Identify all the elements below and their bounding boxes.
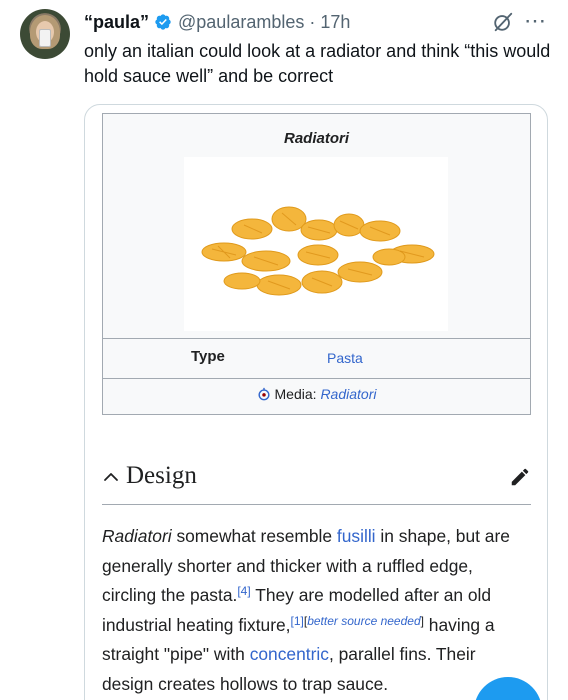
separator-dot: · (309, 11, 316, 32)
media-label: Media: (274, 386, 317, 402)
media-row (103, 386, 530, 402)
attached-screenshot-card[interactable] (84, 104, 548, 700)
display-name[interactable]: “paula” (84, 11, 150, 32)
paragraph-text: They are modelled after an old industrial heating fixture, (102, 585, 492, 635)
wikipedia-infobox (102, 113, 531, 415)
infobox-title: Radiatori (283, 130, 349, 147)
paragraph-text: in shape, but are generally shorter and thicker with a ruffled edge, circling the pasta. (102, 526, 510, 605)
fusilli-link[interactable]: fusilli (336, 526, 376, 546)
section-title: Design (126, 462, 197, 489)
citation-needed-link[interactable]: better source needed (307, 613, 421, 628)
paragraph-text: , parallel fins. Their design creates hollows to trap sauce. (102, 644, 476, 694)
verified-badge-icon (154, 13, 172, 31)
radiatori-pasta-image[interactable] (184, 157, 448, 331)
paragraph-text: somewhat resemble (171, 526, 337, 546)
design-paragraph (102, 522, 531, 699)
user-handle[interactable]: @paularambles (178, 11, 305, 32)
tweet-header (84, 10, 350, 34)
media-link[interactable]: Radiatori (320, 386, 377, 402)
tweet-text: only an italian could look at a radiator and think “this would hold sauce well” and be correct (84, 41, 551, 86)
infobox-divider (103, 338, 530, 339)
type-label: Type (191, 348, 225, 365)
citation-bracket: ] (420, 613, 424, 628)
type-value-link[interactable]: Pasta (327, 350, 363, 366)
commons-media-icon (257, 387, 271, 401)
concentric-link[interactable]: concentric (249, 644, 329, 664)
infobox-divider (103, 378, 530, 379)
design-section-header[interactable] (102, 460, 531, 505)
reference-1-link[interactable]: [1] (290, 613, 304, 628)
pencil-edit-icon[interactable] (509, 466, 531, 488)
paragraph-text: having a straight "pipe" with (102, 614, 495, 664)
reference-4-link[interactable]: [4] (237, 584, 251, 598)
chevron-up-icon[interactable] (102, 468, 120, 486)
grok-icon[interactable] (492, 11, 514, 33)
citation-needed-tag[interactable] (304, 614, 424, 628)
term-radiatori: Radiatori (102, 526, 172, 546)
citation-bracket: [ (303, 613, 308, 628)
more-options-icon[interactable]: ⋯ (524, 8, 547, 33)
user-avatar[interactable] (20, 9, 70, 59)
avatar-phone (39, 29, 51, 47)
tweet-time[interactable]: 17h (320, 11, 351, 32)
